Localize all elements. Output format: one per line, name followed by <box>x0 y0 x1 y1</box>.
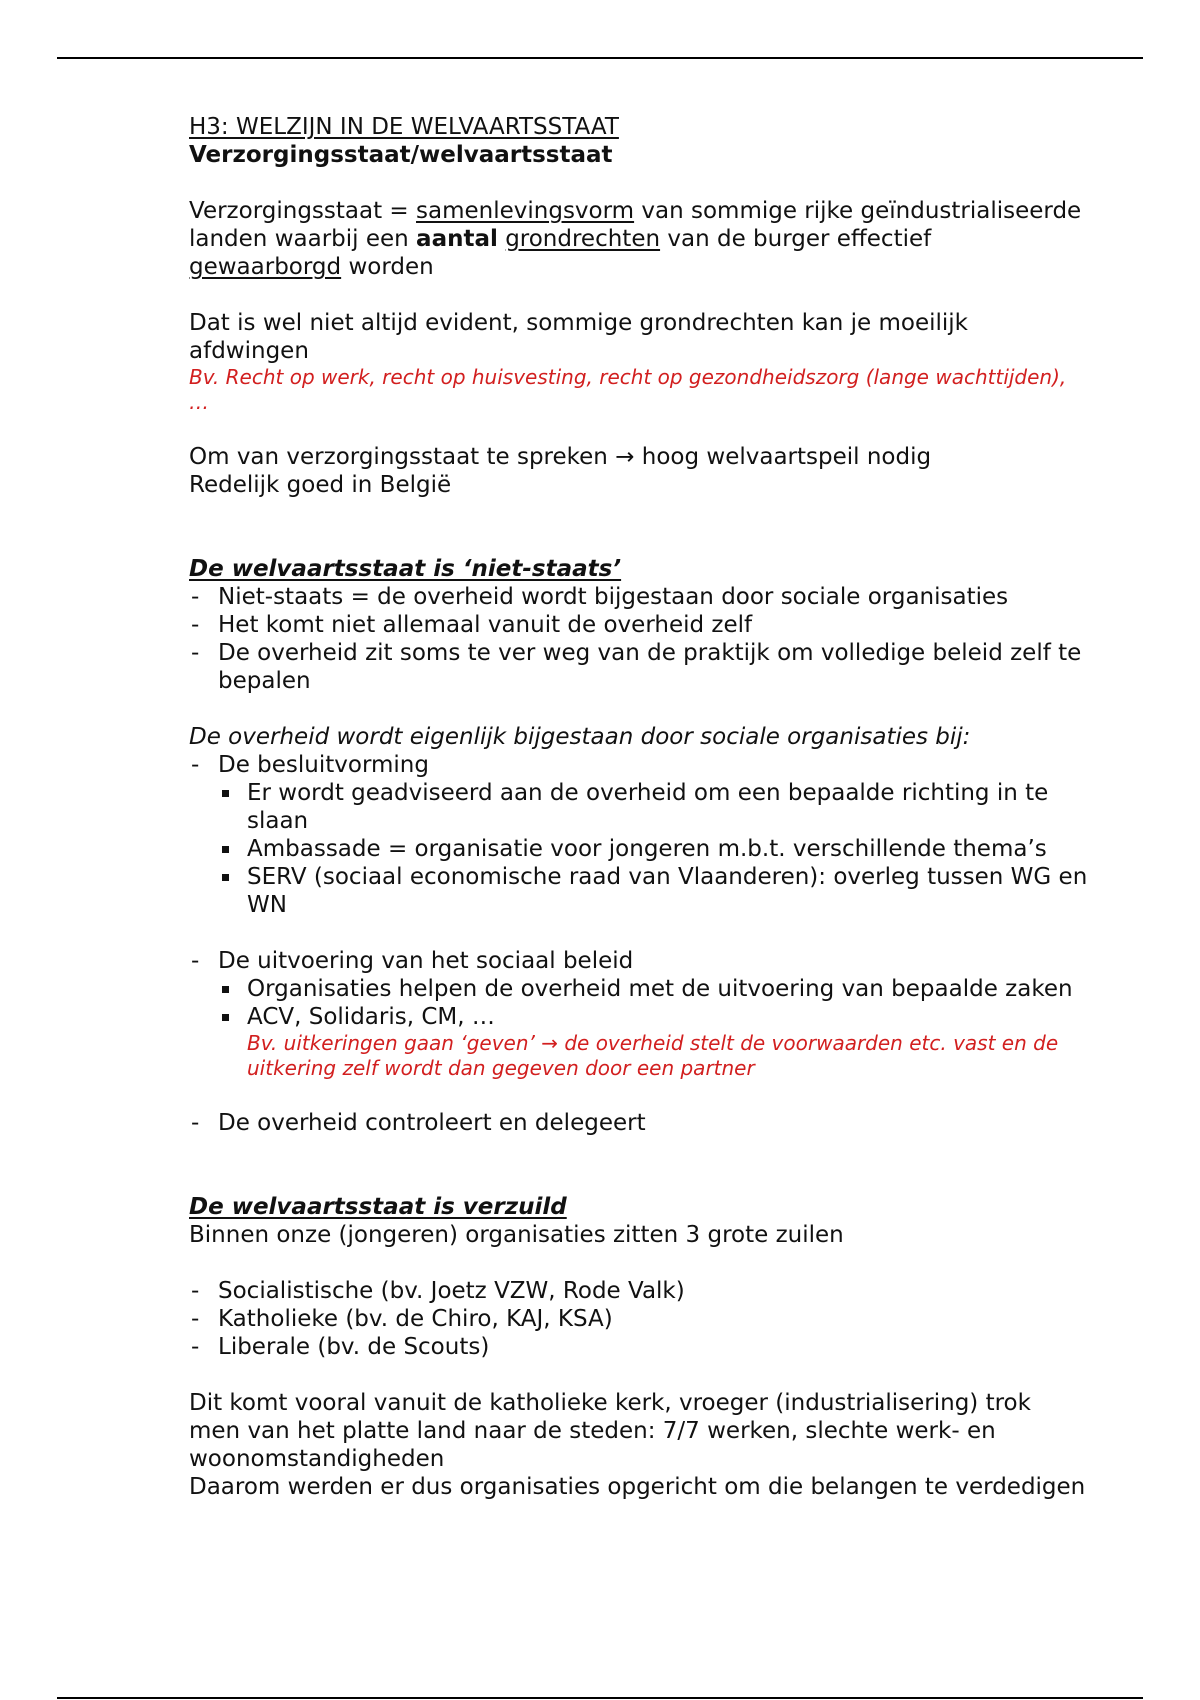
list-item: Organisaties helpen de overheid met de uitvoering van bepaalde zaken <box>218 975 1089 1003</box>
page-title: H3: WELZIJN IN DE WELVAARTSSTAAT <box>189 114 619 140</box>
besluitvorming-list <box>189 751 1089 919</box>
list-item: - De overheid zit soms te ver weg van de praktijk om volledige beleid zelf te bepalen <box>189 639 1089 695</box>
term-samenlevingsvorm: samenlevingsvorm <box>416 198 635 224</box>
section-heading-niet-staats: De welvaartsstaat is ‘niet-staats’ <box>189 556 622 582</box>
list-item: ACV, Solidaris, CM, … <box>218 1003 1089 1031</box>
definition-paragraph: Verzorgingsstaat = samenlevingsvorm van sommige rijke geïndustrialiseerde landen waarbij een aantal grondrechten van de burger effectief gewaarborgd worden <box>189 198 1082 280</box>
example-rights: Bv. Recht op werk, recht op huisvesting, recht op gezondheidszorg (lange wachttijden), … <box>189 365 1067 414</box>
list-item: - Socialistische (bv. Joetz VZW, Rode Valk) <box>189 1277 1089 1305</box>
uitvoering-list <box>189 947 1089 1081</box>
paragraph-spreken: Om van verzorgingsstaat te spreken → hoog welvaartspeil nodig <box>189 444 932 470</box>
list-item: - Niet-staats = de overheid wordt bijgestaan door sociale organisaties <box>189 583 1089 611</box>
paragraph-belangen: Daarom werden er dus organisaties opgericht om die belangen te verdedigen <box>189 1474 1086 1500</box>
niet-staats-list <box>189 583 1089 695</box>
besluitvorming-sublist <box>218 779 1089 919</box>
example-uitkeringen: Bv. uitkeringen gaan ‘geven’ → de overheid stelt de voorwaarden etc. vast en de uitkering zelf wordt dan gegeven door een partner <box>247 1031 1059 1080</box>
list-item: Er wordt geadviseerd aan de overheid om een bepaalde richting in te slaan <box>218 779 1089 835</box>
term-grondrechten: grondrechten <box>505 226 661 252</box>
zuilen-intro: Binnen onze (jongeren) organisaties zitten 3 grote zuilen <box>189 1222 844 1248</box>
list-item: - Katholieke (bv. de Chiro, KAJ, KSA) <box>189 1305 1089 1333</box>
support-intro: De overheid wordt eigenlijk bijgestaan door sociale organisaties bij: <box>189 724 971 750</box>
section-heading-verzuild: De welvaartsstaat is verzuild <box>189 1194 567 1220</box>
list-item: - De besluitvorming Er wordt geadviseerd aan de overheid om een bepaalde richting in te slaan Ambassade = organisatie voor jongeren m.b.t. verschillende thema’s SERV (sociaal economische raad van Vlaanderen): overleg tussen WG en WN <box>189 751 1089 919</box>
list-item: - De uitvoering van het sociaal beleid Organisaties helpen de overheid met de uitvoering van bepaalde zaken ACV, Solidaris, CM, … Bv. uitkeringen gaan ‘geven’ → de overheid stelt de voorwaarden etc. vast en de uitkering zelf wordt dan gegeven door een partner <box>189 947 1089 1081</box>
list-item: SERV (sociaal economische raad van Vlaanderen): overleg tussen WG en WN <box>218 863 1089 919</box>
document-body <box>189 113 1089 1501</box>
uitvoering-sublist <box>218 975 1089 1031</box>
subtitle: Verzorgingsstaat/welvaartsstaat <box>189 142 613 168</box>
header-rule <box>57 57 1143 59</box>
term-aantal: aantal <box>416 226 498 252</box>
paragraph-evident: Dat is wel niet altijd evident, sommige grondrechten kan je moeilijk afdwingen <box>189 310 968 364</box>
controle-list <box>189 1109 1089 1137</box>
list-item: Ambassade = organisatie voor jongeren m.b.t. verschillende thema’s <box>218 835 1089 863</box>
term-gewaarborgd: gewaarborgd <box>189 254 342 280</box>
paragraph-belgie: Redelijk goed in België <box>189 472 452 498</box>
zuilen-list <box>189 1277 1089 1361</box>
list-item: - De overheid controleert en delegeert <box>189 1109 1089 1137</box>
list-item: - Liberale (bv. de Scouts) <box>189 1333 1089 1361</box>
list-item: - Het komt niet allemaal vanuit de overheid zelf <box>189 611 1089 639</box>
paragraph-kerk: Dit komt vooral vanuit de katholieke kerk, vroeger (industrialisering) trok men van het platte land naar de steden: 7/7 werken, slechte werk- en woonomstandigheden <box>189 1390 1031 1472</box>
footer-rule <box>57 1697 1143 1699</box>
